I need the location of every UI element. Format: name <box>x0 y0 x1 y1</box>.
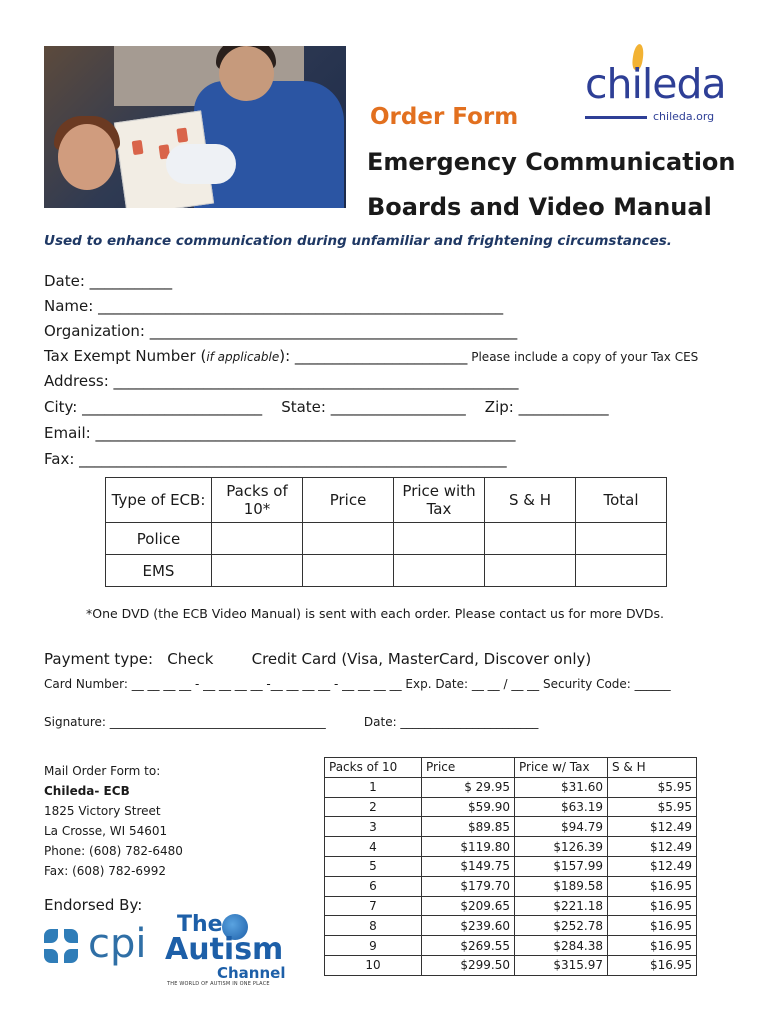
endorsed-label: Endorsed By: <box>44 896 143 914</box>
mail-city: La Crosse, WI 54601 <box>44 824 168 838</box>
table-row: 9 $269.55 $284.38 $16.95 <box>325 936 697 956</box>
price-table-header: Packs of 10 Price Price w/ Tax S & H <box>325 758 697 778</box>
dvd-note: *One DVD (the ECB Video Manual) is sent with each order. Please contact us for more DVDs. <box>86 606 665 621</box>
email-field[interactable]: Email: ________________________________________________________ <box>44 424 516 442</box>
signature-line[interactable]: Signature: ____________________________________ Date: _______________________ <box>44 715 539 729</box>
table-row: 8 $239.60 $252.78 $16.95 <box>325 916 697 936</box>
name-field[interactable]: Name: ______________________________________________________ <box>44 297 504 315</box>
ems-packs-cell[interactable] <box>212 555 303 587</box>
fax-field[interactable]: Fax: _________________________________________________________ <box>44 450 507 468</box>
header-type: Type of ECB: <box>106 478 212 523</box>
city-state-zip-fields[interactable]: City: ________________________ State: __________________ Zip: ____________ <box>44 398 609 416</box>
date-field[interactable]: Date: ___________ <box>44 272 173 290</box>
header-photo <box>44 46 346 208</box>
table-row: 6 $179.70 $189.58 $16.95 <box>325 876 697 896</box>
ems-total-cell[interactable] <box>576 555 667 587</box>
mail-name: Chileda- ECB <box>44 784 130 798</box>
mail-street: 1825 Victory Street <box>44 804 161 818</box>
tax-exempt-field[interactable]: Tax Exempt Number (if applicable): _______________________ Please include a copy of your Tax CES <box>44 347 699 365</box>
organization-field[interactable]: Organization: _________________________________________________ <box>44 322 518 340</box>
cpi-logo: cpi <box>44 925 154 969</box>
chileda-logo: chileda chileda.org <box>585 44 735 126</box>
table-row: 4 $119.80 $126.39 $12.49 <box>325 837 697 857</box>
police-packs-cell[interactable] <box>212 523 303 555</box>
cpi-mark-icon <box>44 929 82 967</box>
mail-fax: Fax: (608) 782-6992 <box>44 864 166 878</box>
table-row: 1 $ 29.95 $31.60 $5.95 <box>325 777 697 797</box>
table-row: 5 $149.75 $157.99 $12.49 <box>325 856 697 876</box>
table-row: 3 $89.85 $94.79 $12.49 <box>325 817 697 837</box>
table-row: 7 $209.65 $221.18 $16.95 <box>325 896 697 916</box>
header-packs: Packs of 10* <box>212 478 303 523</box>
price-table <box>324 757 697 976</box>
ems-price-tax-cell[interactable] <box>394 555 485 587</box>
ems-sh-cell[interactable] <box>485 555 576 587</box>
row-label-police: Police <box>106 523 212 555</box>
mail-address-block <box>44 761 183 881</box>
tagline: Used to enhance communication during unfamiliar and frightening circumstances. <box>44 233 672 249</box>
payment-type-line[interactable]: Payment type: Check Credit Card (Visa, MasterCard, Discover only) <box>44 650 592 668</box>
header-price-tax: Price with Tax <box>394 478 485 523</box>
police-total-cell[interactable] <box>576 523 667 555</box>
mail-label: Mail Order Form to: <box>44 764 161 778</box>
mail-phone: Phone: (608) 782-6480 <box>44 844 183 858</box>
page-title-line2: Boards and Video Manual <box>367 193 712 221</box>
autism-channel-logo: The Autism Channel THE WORLD OF AUTISM IN ONE PLACE <box>165 912 286 987</box>
order-form-title: Order Form <box>370 104 519 130</box>
header-total: Total <box>576 478 667 523</box>
police-price-cell[interactable] <box>303 523 394 555</box>
card-number-line[interactable]: Card Number: __ __ __ __ - __ __ __ __ -__ __ __ __ - __ __ __ __ Exp. Date: __ __ / __ __ Security Code: ______ <box>44 677 671 691</box>
header-sh: S & H <box>485 478 576 523</box>
address-field[interactable]: Address: ______________________________________________________ <box>44 372 519 390</box>
table-row: 10 $299.50 $315.97 $16.95 <box>325 955 697 975</box>
page-title-line1: Emergency Communication <box>367 148 736 176</box>
police-sh-cell[interactable] <box>485 523 576 555</box>
table-row: 2 $59.90 $63.19 $5.95 <box>325 797 697 817</box>
ems-price-cell[interactable] <box>303 555 394 587</box>
header-price: Price <box>303 478 394 523</box>
ecb-order-table <box>105 477 667 587</box>
police-price-tax-cell[interactable] <box>394 523 485 555</box>
row-label-ems: EMS <box>106 555 212 587</box>
